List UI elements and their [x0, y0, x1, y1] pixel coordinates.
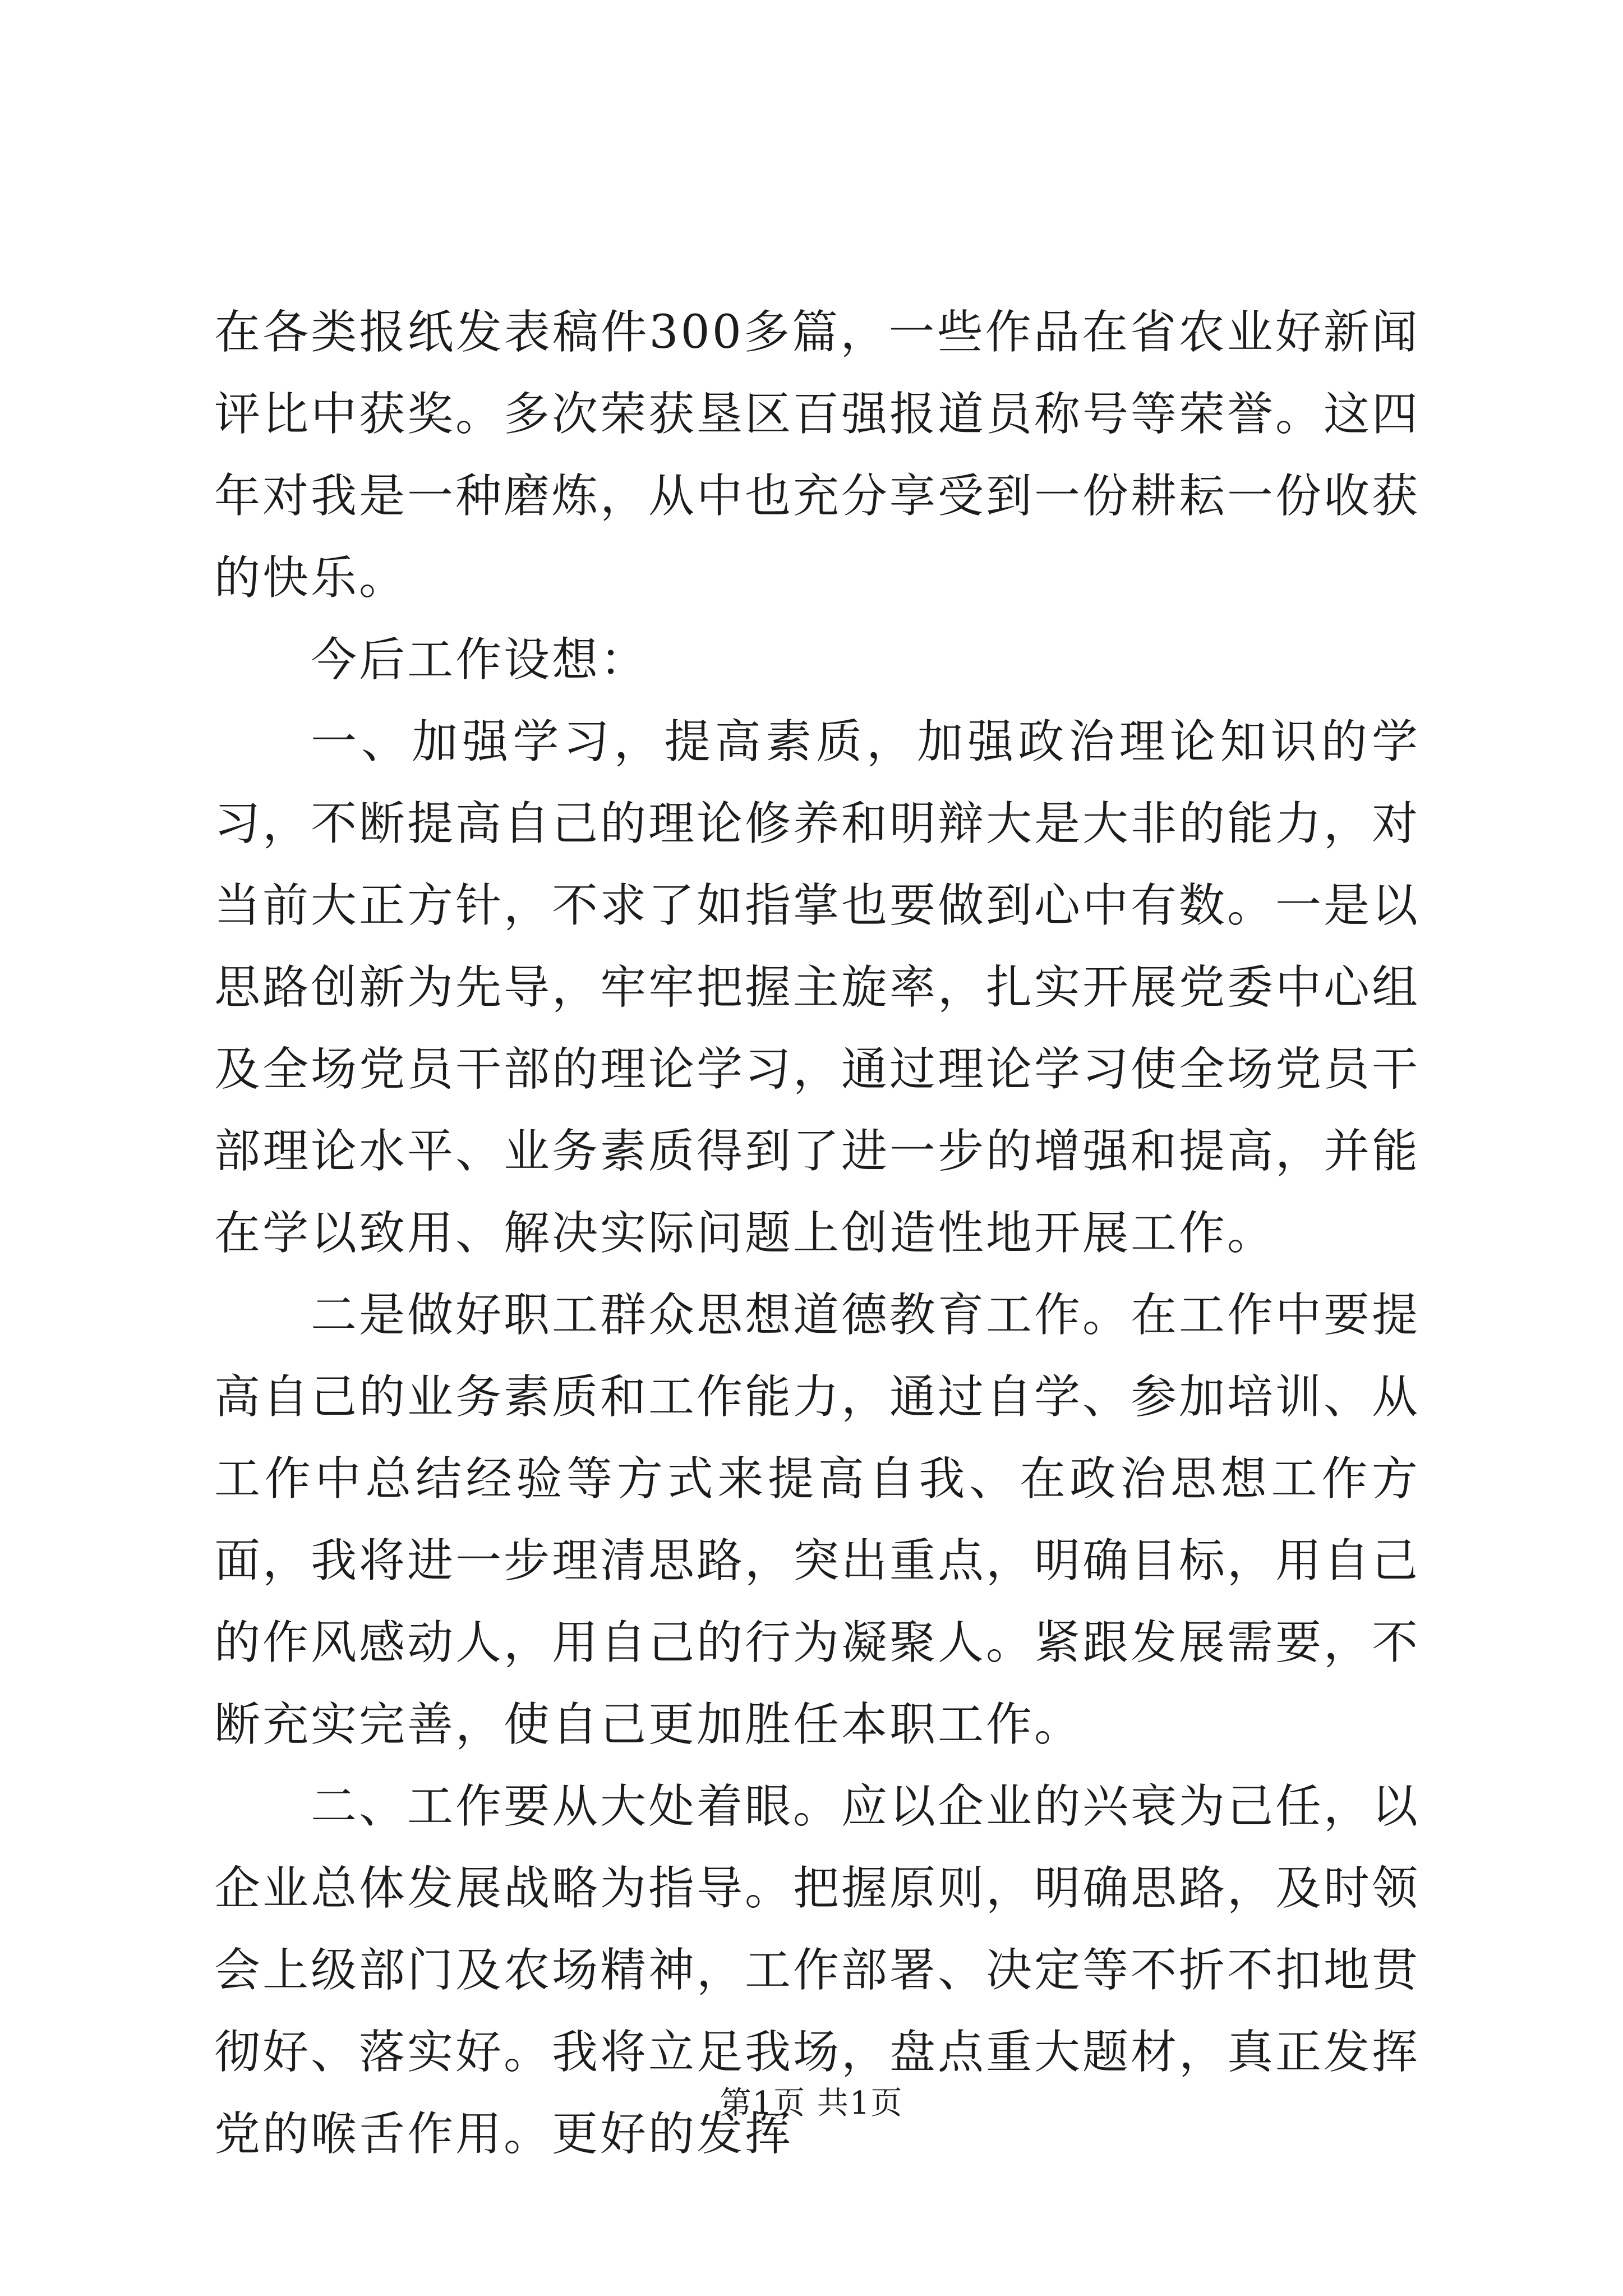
- paragraph-ideological-education: 二是做好职工群众思想道德教育工作。在工作中要提高自己的业务素质和工作能力，通过自学、参加培训、从工作中总结经验等方式来提高自我、在政治思想工作方面，我将进一步理清思路，突出重点，明确目标，用自己的作风感动人，用自己的行为凝聚人。紧跟发展需要，不断充实完善，使自己更加胜任本职工作。: [214, 1289, 1421, 1751]
- paragraph-continuation: 在各类报纸发表稿件300多篇，一些作品在省农业好新闻评比中获奖。多次荣获垦区百强报道员称号等荣誉。这四年对我是一种磨炼，从中也充分享受到一份耕耘一份收获的快乐。: [214, 306, 1421, 605]
- paragraph-big-picture: 二、工作要从大处着眼。应以企业的兴衰为己任，以企业总体发展战略为指导。把握原则，明确思路，及时领会上级部门及农场精神，工作部署、决定等不折不扣地贯彻好、落实好。我将立足我场，盘点重大题材，真正发挥党的喉舌作用。更好的发挥: [214, 1780, 1421, 2161]
- paragraph-strengthen-study: 一、加强学习，提高素质，加强政治理论知识的学习，不断提高自己的理论修养和明辩大是大非的能力，对当前大正方针，不求了如指掌也要做到心中有数。一是以思路创新为先导，牢牢把握主旋率，扎实开展党委中心组及全场党员干部的理论学习，通过理论学习使全场党员干部理论水平、业务素质得到了进一步的增强和提高，并能在学以致用、解决实际问题上创造性地开展工作。: [214, 715, 1421, 1260]
- paragraph-future-plans-heading: 今后工作设想：: [311, 633, 649, 687]
- page-footer: 第1页 共1页: [720, 2085, 903, 2122]
- document-body: [214, 292, 1420, 2175]
